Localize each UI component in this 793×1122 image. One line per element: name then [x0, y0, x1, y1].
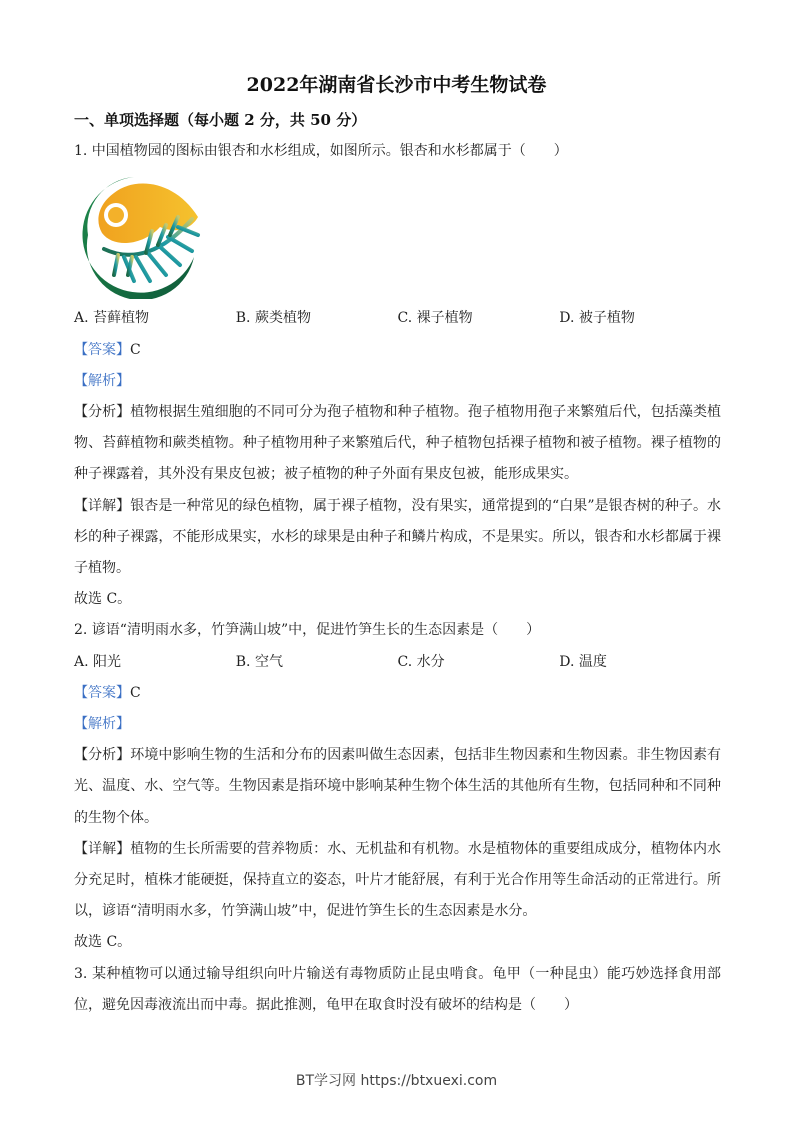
analysis-label: 【解析】	[74, 372, 130, 389]
answer-line	[74, 335, 721, 366]
option-d: D. 温度	[559, 653, 607, 670]
answer-value: C	[130, 341, 141, 358]
conclusion: 故选 C。	[74, 591, 132, 608]
answer-label: 【答案】	[74, 684, 130, 701]
xiangjie-label: 【详解】	[74, 840, 131, 857]
footer-watermark: BT学习网 https://btxuexi.com	[295, 1073, 498, 1089]
document-body	[74, 105, 721, 1021]
conclusion: 故选 C。	[74, 934, 132, 951]
question-stem: 1. 中国植物园的图标由银杏和水杉组成，如图所示。银杏和水杉都属于（ ）	[74, 143, 568, 160]
option-a: A. 阳光	[74, 653, 122, 670]
answer-value: C	[130, 684, 141, 701]
section-heading: 一、单项选择题（每小题 2 分，共 50 分）	[74, 111, 367, 129]
question-stem: 3. 某种植物可以通过输导组织向叶片输送有毒物质防止昆虫啃食。龟甲（一种昆虫）能巧妙选择食用部位，避免因毒液流出而中毒。据此推测，龟甲在取食时没有破坏的结构是（ ）	[74, 965, 721, 1013]
option-c: C. 裸子植物	[397, 310, 473, 327]
option-b: B. 空气	[235, 653, 283, 670]
fenxi-paragraph	[74, 740, 721, 834]
option-b: B. 蕨类植物	[235, 310, 311, 327]
answer-label: 【答案】	[74, 341, 130, 358]
options-row	[74, 647, 721, 678]
fenxi-text: 植物根据生殖细胞的不同可分为孢子植物和种子植物。孢子植物用孢子来繁殖后代，包括藻类植物、苔藓植物和蕨类植物。种子植物用种子来繁殖后代，种子植物包括裸子植物和被子植物。裸子植物的种子裸露着，其外没有果皮包被；被子植物的种子外面有果皮包被，能形成果实。	[74, 404, 722, 483]
fenxi-text: 环境中影响生物的生活和分布的因素叫做生态因素，包括非生物因素和生物因素。非生物因素有光、温度、水、空气等。生物因素是指环境中影响某种生物个体生活的其他所有生物，包括同种和不同种的生物个体。	[74, 747, 722, 826]
xiangjie-label: 【详解】	[74, 497, 131, 514]
answer-line	[74, 678, 721, 709]
xiangjie-paragraph	[74, 834, 721, 928]
options-row	[74, 303, 721, 334]
fenxi-label: 【分析】	[74, 747, 131, 764]
page-title: 2022年湖南省长沙市中考生物试卷	[246, 74, 547, 96]
analysis-label: 【解析】	[74, 716, 130, 733]
question-stem: 2. 谚语“清明雨水多，竹笋满山坡”中，促进竹笋生长的生态因素是（ ）	[74, 622, 541, 639]
fenxi-paragraph	[74, 397, 721, 491]
xiangjie-paragraph	[74, 491, 721, 585]
option-a: A. 苔藓植物	[74, 310, 150, 327]
botanical-garden-logo	[74, 171, 721, 299]
xiangjie-text: 银杏是一种常见的绿色植物，属于裸子植物，没有果实，通常提到的“白果”是银杏树的种子。水杉的种子裸露，不能形成果实，水杉的球果是由种子和鳞片构成，不是果实。所以，银杏和水杉都属于裸子植物。	[74, 497, 722, 577]
xiangjie-text: 植物的生长所需要的营养物质：水、无机盐和有机物。水是植物体的重要组成成分，植物体内水分充足时，植株才能硬挺，保持直立的姿态，叶片才能舒展，有利于光合作用等生命活动的正常进行。所以，谚语“清明雨水多，竹笋满山坡”中，促进竹笋生长的生态因素是水分。	[74, 840, 722, 920]
option-d: D. 被子植物	[559, 310, 635, 327]
option-c: C. 水分	[397, 653, 445, 670]
fenxi-label: 【分析】	[74, 404, 131, 421]
